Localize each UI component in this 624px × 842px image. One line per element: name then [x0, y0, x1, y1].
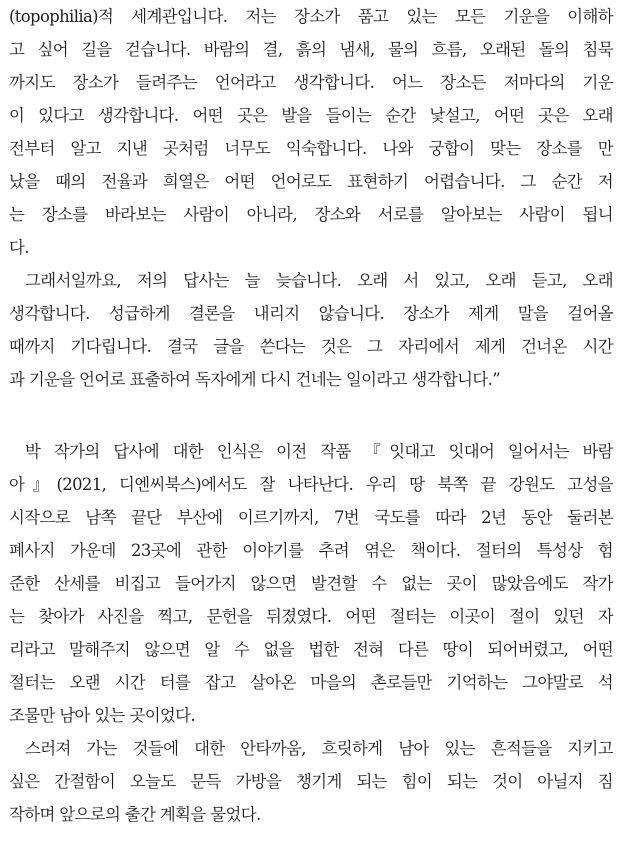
- text-line: 시작으로 남쪽 끝단 부산에 이르기까지, 7번 국도를 따라 2년 동안 둘러본: [9, 508, 613, 527]
- text-line: 박 작가의 답사에 대한 인식은 이전 작품 『잇대고 잇대어 일어서는 바람: [25, 442, 613, 461]
- text-line: 전부터 알고 지낸 곳처럼 너무도 익숙합니다. 나와 궁합이 맞는 장소를 만: [9, 139, 613, 158]
- text-line: 생각합니다. 성급하게 결론을 내리지 않습니다. 장소가 제게 말을 걸어올: [9, 304, 613, 323]
- text-line: 고 싶어 길을 걷습니다. 바람의 결, 흙의 냄새, 물의 흐름, 오래된 돌의 침묵: [9, 40, 613, 59]
- text-line: 때까지 기다립니다. 결국 글을 쓴다는 것은 그 자리에서 제게 건너온 시간: [9, 337, 613, 356]
- text-line: 는 장소를 바라보는 사람이 아니라, 장소와 서로를 알아보는 사람이 됩니: [9, 205, 613, 224]
- text-line: 스러져 가는 것들에 대한 안타까움, 흐릿하게 남아 있는 흔적들을 지키고: [25, 739, 613, 758]
- text-line: 는 찾아가 사진을 찍고, 문헌을 뒤졌였다. 어떤 절터는 이곳이 절이 있던 자: [9, 607, 613, 626]
- text-line: 과 기운을 언어로 표출하여 독자에게 다시 건네는 일이라고 생각합니다.”: [9, 370, 501, 389]
- text-line: 리라고 말해주지 않으면 알 수 없을 법한 전혀 다른 땅이 되어버렸고, 어떤: [9, 640, 613, 659]
- text-line: 작하며 앞으로의 출간 계획을 물었다.: [9, 805, 261, 824]
- text-line: 준한 산세를 비집고 들어가지 않으면 발견할 수 없는 곳이 많았음에도 작가: [9, 574, 613, 593]
- text-line: 싶은 간절함이 오늘도 문득 가방을 챙기게 되는 힘이 되는 것이 아닐지 짐: [9, 772, 613, 791]
- text-line: 다.: [9, 238, 29, 257]
- text-line: 났을 때의 전율과 희열은 어떤 언어로도 표현하기 어렵습니다. 그 순간 저: [9, 172, 613, 191]
- text-line: (topophilia)적 세계관입니다. 저는 장소가 품고 있는 모든 기운을 이해하: [9, 7, 613, 26]
- text-line: 이 있다고 생각합니다. 어떤 곳은 발을 들이는 순간 낯설고, 어떤 곳은 오래: [9, 106, 613, 125]
- text-line: 그래서일까요, 저의 답사는 늘 늦습니다. 오래 서 있고, 오래 듣고, 오래: [25, 271, 613, 290]
- text-line: 조물만 남아 있는 곳이었다.: [9, 706, 196, 725]
- text-line: 절터는 오랜 시간 터를 잡고 살아온 마을의 촌로들만 기억하는 그야말로 석: [9, 673, 613, 692]
- text-line: 까지도 장소가 들려주는 언어라고 생각합니다. 어느 장소든 저마다의 기운: [9, 73, 613, 92]
- text-line: 폐사지 가운데 23곳에 관한 이야기를 추려 엮은 책이다. 절터의 특성상 험: [9, 541, 613, 560]
- text-line: 아』(2021, 디엔씨북스)에서도 잘 나타난다. 우리 땅 북쪽 끝 강원도 고성을: [9, 475, 613, 494]
